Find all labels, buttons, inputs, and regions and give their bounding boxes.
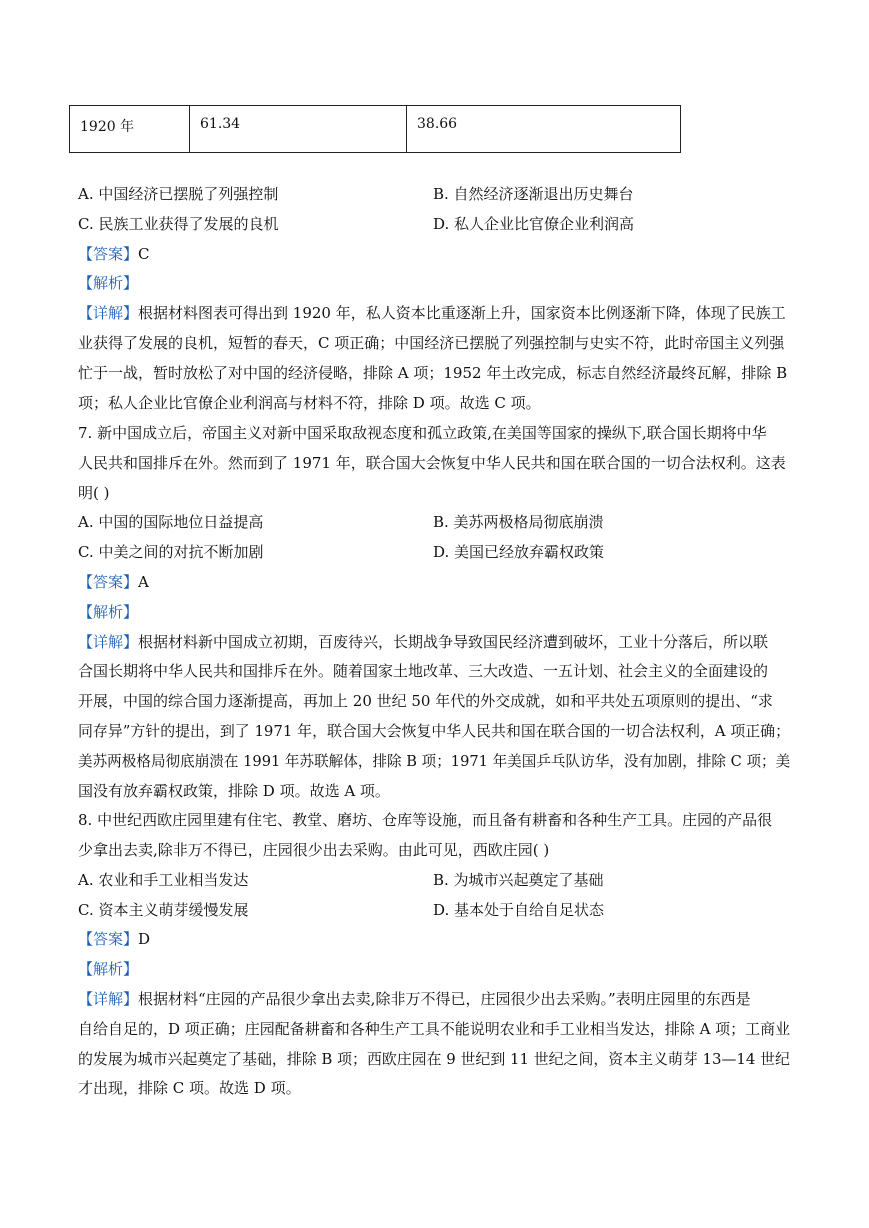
detail-text: 根据材料新中国成立初期，百废待兴，长期战争导致国民经济遭到破坏，工业十分落后，所以联 — [138, 633, 769, 651]
table-cell-private: 61.34 — [190, 106, 407, 152]
q8-detail-line: 自给自足的，D 项正确；庄园配备耕畜和各种生产工具不能说明农业和手工业相当发达，排除 A 项；工商业 — [78, 1020, 791, 1038]
answer-value: A — [138, 573, 149, 591]
q7-detail-line — [78, 631, 768, 652]
detail-tag: 【详解】 — [78, 633, 139, 651]
q6-detail-line: 项；私人企业比官僚企业利润高与材料不符，排除 D 项。故选 C 项。 — [78, 394, 541, 412]
q6-option-c: C. 民族工业获得了发展的良机 — [78, 215, 279, 233]
q8-stem-line: 8. 中世纪西欧庄园里建有住宅、教堂、磨坊、仓库等设施，而且备有耕畜和各种生产工具。庄园的产品很 — [78, 811, 773, 829]
q8-option-d: D. 基本处于自给自足状态 — [433, 901, 605, 919]
capital-ratio-table — [69, 105, 681, 153]
q7-stem-line: 明( ) — [78, 484, 110, 502]
q7-stem-line: 7. 新中国成立后，帝国主义对新中国采取敌视态度和孤立政策,在美国等国家的操纵下,联合国长期将中华 — [78, 424, 767, 442]
q8-analysis-tag: 【解析】 — [78, 960, 139, 978]
q8-option-a: A. 农业和手工业相当发达 — [78, 871, 249, 889]
detail-tag: 【详解】 — [78, 990, 139, 1008]
q7-option-a: A. 中国的国际地位日益提高 — [78, 513, 264, 531]
q6-detail-line — [78, 302, 786, 323]
q8-option-b: B. 为城市兴起奠定了基础 — [433, 871, 604, 889]
detail-text: 根据材料“庄园的产品很少拿出去卖,除非万不得已，庄园很少出去采购。”表明庄园里的东西是 — [138, 990, 751, 1008]
q7-detail-line: 合国长期将中华人民共和国排斥在外。随着国家土地改革、三大改造、一五计划、社会主义的全面建设的 — [78, 662, 769, 680]
q6-detail-line: 忙于一战，暂时放松了对中国的经济侵略，排除 A 项；1952 年土改完成，标志自然经济最终瓦解，排除 B — [78, 364, 788, 382]
q8-detail-line — [78, 988, 751, 1009]
q7-detail-line: 美苏两极格局彻底崩溃在 1991 年苏联解体，排除 B 项；1971 年美国乒乓队访华，没有加剧，排除 C 项；美 — [78, 752, 791, 770]
q8-option-c: C. 资本主义萌芽缓慢发展 — [78, 901, 249, 919]
q6-option-b: B. 自然经济逐渐退出历史舞台 — [433, 185, 634, 203]
q6-analysis-tag: 【解析】 — [78, 274, 139, 292]
q7-detail-line: 同存异”方针的提出，到了 1971 年，联合国大会恢复中华人民共和国在联合国的一切合法权利，A 项正确； — [78, 722, 790, 740]
answer-value: D — [138, 930, 151, 948]
table-cell-year: 1920 年 — [70, 106, 190, 152]
q6-option-d: D. 私人企业比官僚企业利润高 — [433, 215, 635, 233]
q6-option-a: A. 中国经济已摆脱了列强控制 — [78, 185, 279, 203]
q7-stem-line: 人民共和国排斥在外。然而到了 1971 年，联合国大会恢复中华人民共和国在联合国的一切合法权利。这表 — [78, 454, 786, 472]
q7-answer — [78, 571, 149, 592]
q7-detail-line: 开展，中国的综合国力逐渐提高，再加上 20 世纪 50 年代的外交成就，如和平共处五项原则的提出、“求 — [78, 692, 773, 710]
q7-option-c: C. 中美之间的对抗不断加剧 — [78, 543, 264, 561]
answer-value: C — [138, 245, 150, 263]
q7-option-d: D. 美国已经放弃霸权政策 — [433, 543, 605, 561]
q7-option-b: B. 美苏两极格局彻底崩溃 — [433, 513, 604, 531]
q8-answer — [78, 928, 150, 949]
detail-tag: 【详解】 — [78, 304, 139, 322]
q7-analysis-tag: 【解析】 — [78, 603, 139, 621]
q8-stem-line: 少拿出去卖,除非万不得已，庄园很少出去采购。由此可见，西欧庄园( ) — [78, 841, 550, 859]
q8-detail-line: 的发展为城市兴起奠定了基础，排除 B 项；西欧庄园在 9 世纪到 11 世纪之间，资本主义萌芽 13—14 世纪 — [78, 1050, 790, 1068]
q6-answer — [78, 243, 150, 264]
answer-tag: 【答案】 — [78, 573, 139, 591]
table-cell-state: 38.66 — [417, 116, 458, 132]
q6-detail-line: 业获得了发展的良机，短暂的春天，C 项正确；中国经济已摆脱了列强控制与史实不符，此时帝国主义列强 — [78, 334, 785, 352]
answer-tag: 【答案】 — [78, 930, 139, 948]
detail-text: 根据材料图表可得出到 1920 年，私人资本比重逐渐上升，国家资本比例逐渐下降，体现了民族工 — [138, 304, 786, 322]
answer-tag: 【答案】 — [78, 245, 139, 263]
q8-detail-line: 才出现，排除 C 项。故选 D 项。 — [78, 1079, 301, 1097]
q7-detail-line: 国没有放弃霸权政策，排除 D 项。故选 A 项。 — [78, 782, 390, 800]
